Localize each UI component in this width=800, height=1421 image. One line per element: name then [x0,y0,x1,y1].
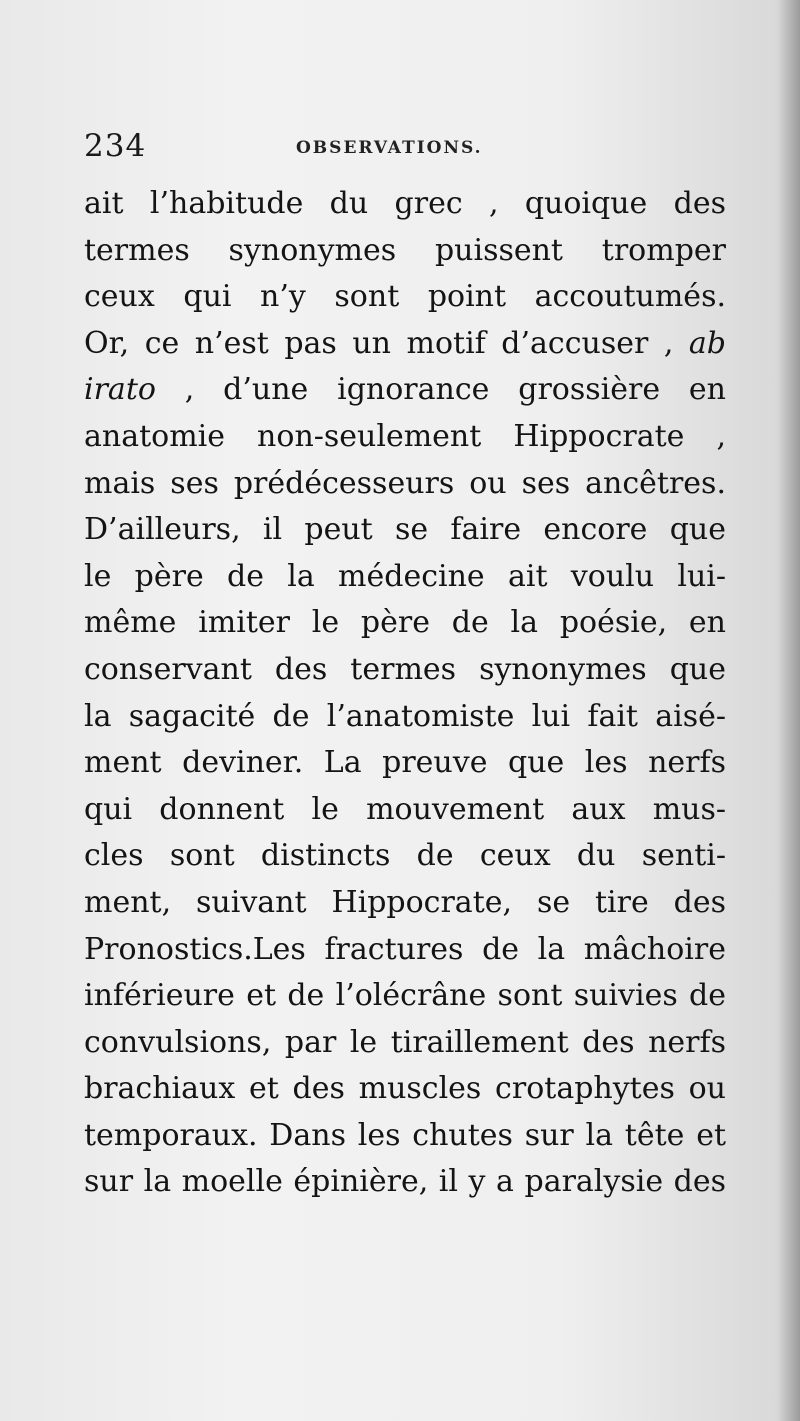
running-head-title: OBSERVATIONS. [296,138,483,158]
text-line: ceux qui n’y sont point accoutumés. [84,279,726,315]
text-line: sur la moelle épinière, il y a paralysie des [84,1164,726,1200]
body-text [84,181,726,1206]
text-line: ait l’habitude du grec , quoique des [84,186,726,221]
text-line: même imiter le père de la poésie, en [84,605,726,641]
text-line: convulsions, par le tiraillement des nerfs [84,1024,726,1060]
text-line: cles sont distincts de ceux du senti- [84,838,726,874]
text-line: inférieure et de l’olécrâne sont suivies de [84,978,726,1014]
page-number: 234 [84,128,147,164]
italic-text: ab [688,325,726,361]
italic-text: irato [84,372,156,408]
running-head [84,128,724,168]
text-line: ment, suivant Hippocrate, se tire des [84,884,726,920]
text-line: mais ses prédécesseurs ou ses ancêtres. [84,465,726,501]
text-line: D’ailleurs, il peut se faire encore que [84,512,726,548]
text-line: anatomie non-seulement Hippocrate , [84,418,726,454]
text-line: le père de la médecine ait voulu lui- [84,558,726,594]
text-segment: , d’une ignorance grossière en [155,372,726,408]
text-line: temporaux. Dans les chutes sur la tête et [84,1117,726,1153]
text-line: termes synonymes puissent tromper [84,232,726,268]
text-line: qui donnent le mouvement aux mus- [84,791,726,827]
text-segment: Or, ce n’est pas un motif d’accuser , [84,325,689,361]
text-line: la sagacité de l’anatomiste lui fait aisé- [84,698,726,734]
text-line: conservant des termes synonymes que [84,651,726,687]
text-line: ment deviner. La preuve que les nerfs [84,745,726,781]
text-line [84,367,726,414]
text-line [84,321,726,368]
page-edge-shadow [778,0,800,1421]
text-line: Pronostics.Les fractures de la mâchoire [84,931,726,967]
text-line: brachiaux et des muscles crotaphytes ou [84,1071,726,1107]
